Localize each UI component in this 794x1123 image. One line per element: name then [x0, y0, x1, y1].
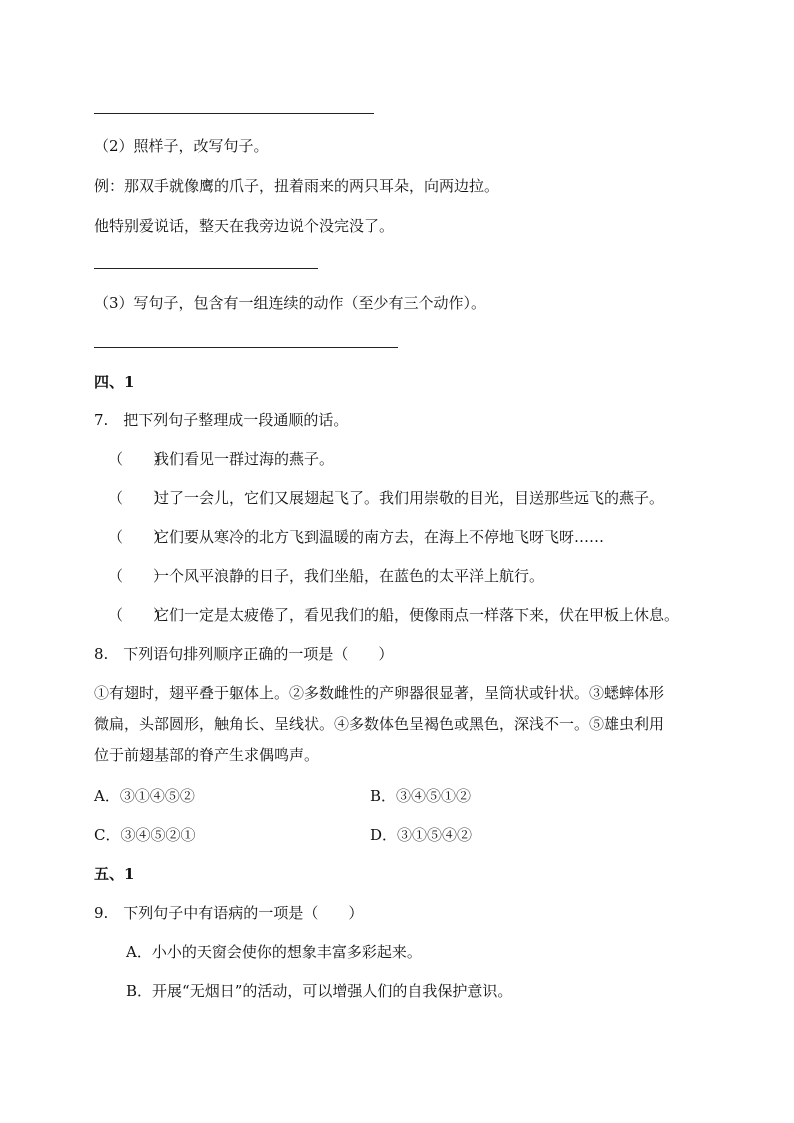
q8-option-a[interactable]: A．③①④⑤②	[94, 787, 195, 805]
q7-item	[108, 527, 604, 547]
q9-option-b[interactable]: B．开展“无烟日”的活动，可以增强人们的自我保护意识。	[126, 982, 513, 1000]
q8-option-d[interactable]: D．③①⑤④②	[370, 826, 473, 844]
q7-stem: 7. 把下列句子整理成一段通顺的话。	[94, 411, 349, 429]
q8-passage-line: 位于前翅基部的脊产生求偶鸣声。	[94, 746, 320, 764]
q7-item-text: 一个风平浪静的日子，我们坐船，在蓝色的太平洋上航行。	[154, 567, 545, 585]
q7-item	[108, 488, 664, 508]
q6-part3-label: （3）写句子，包含有一组连续的动作（至少有三个动作）。	[94, 294, 487, 312]
q9-stem: 9. 下列句子中有语病的一项是（ ）	[94, 904, 364, 922]
q6-sentence: 他特别爱说话，整天在我旁边说个没完没了。	[94, 217, 395, 235]
q8-passage-line: ①有翅时，翅平叠于躯体上。②多数雌性的产卵器很显著，呈筒状或针状。③蟋蟀体形	[94, 684, 665, 702]
q6-part2-label: （2）照样子，改写句子。	[94, 137, 269, 155]
answer-paren[interactable]: （ ）	[108, 450, 169, 468]
answer-paren[interactable]: （ ）	[108, 528, 169, 546]
answer-line	[94, 113, 374, 114]
section-heading-4: 四、1	[94, 373, 135, 391]
q8-stem: 8. 下列语句排列顺序正确的一项是（ ）	[94, 645, 394, 663]
q7-item-text: 我们看见一群过海的燕子。	[154, 450, 335, 468]
q8-option-b[interactable]: B．③④⑤①②	[370, 787, 472, 805]
q8-option-c[interactable]: C．③④⑤②①	[94, 826, 196, 844]
section-heading-5: 五、1	[94, 865, 135, 883]
answer-paren[interactable]: （ ）	[108, 489, 169, 507]
q9-option-a[interactable]: A．小小的天窗会使你的想象丰富多彩起来。	[126, 943, 422, 961]
q7-item-text: 它们要从寒冷的北方飞到温暖的南方去，在海上不停地飞呀飞呀……	[154, 528, 605, 546]
q7-item-text: 它们一定是太疲倦了，看见我们的船，便像雨点一样落下来，伏在甲板上休息。	[154, 606, 680, 624]
q7-item-text: 过了一会儿，它们又展翅起飞了。我们用崇敬的目光，目送那些远飞的燕子。	[154, 489, 665, 507]
answer-line	[94, 347, 398, 348]
q7-item	[108, 566, 544, 586]
q6-example: 例：那双手就像鹰的爪子，扭着雨来的两只耳朵，向两边拉。	[94, 177, 500, 195]
q7-item	[108, 449, 334, 469]
answer-paren[interactable]: （ ）	[108, 606, 169, 624]
q8-passage-line: 微扁，头部圆形，触角长、呈线状。④多数体色呈褐色或黑色，深浅不一。⑤雄虫利用	[94, 715, 665, 733]
answer-paren[interactable]: （ ）	[108, 567, 169, 585]
answer-line	[94, 268, 318, 269]
q7-item	[108, 605, 679, 625]
